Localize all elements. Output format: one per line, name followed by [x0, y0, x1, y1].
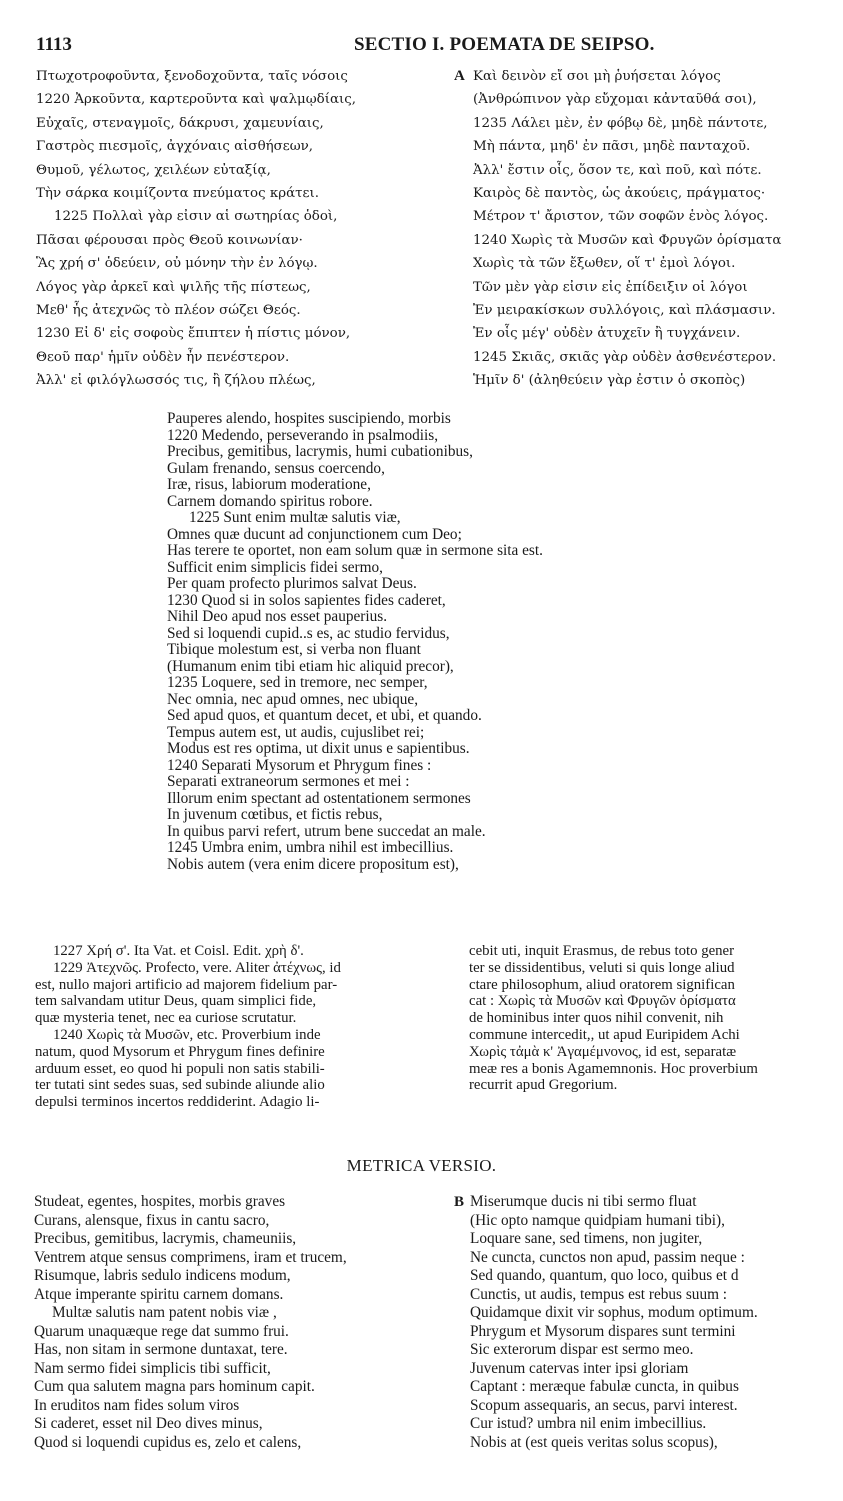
- greek-line: 1235 Λάλει μὲν, ἐν φόβῳ δὲ, μηδὲ πάντοτε,: [473, 115, 768, 131]
- greek-line: 1240 Χωρὶς τὰ Μυσῶν καὶ Φρυγῶν ὁρίσματα: [473, 232, 782, 248]
- verse-line: Captant : meræque fabulæ cuncta, in quibus: [470, 1378, 739, 1395]
- latin-line: 1220 Medendo, perseverando in psalmodiis,: [167, 426, 439, 444]
- latin-line: Nobis autem (vera enim dicere propositum est),: [167, 855, 459, 873]
- greek-line: Χωρὶς τὰ τῶν ἔξωθεν, οἵ τ' ἐμοὶ λόγοι.: [473, 256, 736, 272]
- footnote-line: commune intercedit,, ut apud Euripidem Achi: [469, 1026, 740, 1043]
- greek-line: 1230 Εἰ δ' εἰς σοφοὺς ἔπιπτεν ἡ πίστις μόνον,: [36, 326, 351, 342]
- footnotes-left-column: [35, 943, 451, 1111]
- verse-line: Quod si loquendi cupidus es, zelo et calens,: [34, 1433, 302, 1451]
- footnote-line: depulsi terminos incertos reddiderint. Adagio li-: [35, 1094, 320, 1111]
- latin-line: Tibique molestum est, si verba non fluant: [167, 641, 421, 658]
- latin-line: Carnem domando spiritus robore.: [167, 492, 373, 510]
- greek-line: 1220 Ἀρκοῦντα, καρτεροῦντα καὶ ψαλμῳδίαις,: [36, 92, 357, 108]
- latin-translation: [167, 411, 827, 873]
- latin-line: Omnes quæ ducunt ad conjunctionem cum Deo;: [167, 525, 462, 543]
- latin-line: Precibus, gemitibus, lacrymis, humi cubationibus,: [167, 443, 473, 460]
- greek-line: Ἐν μειρακίσκων συλλόγοις, καὶ πλάσμασιν.: [473, 303, 776, 319]
- greek-line: Ἡμῖν δ' (ἀληθεύειν γὰρ ἐστιν ὁ σκοπὸς): [473, 373, 746, 389]
- greek-line: Ἀλλ' ἔστιν οἷς, ὅσον τε, καὶ ποῦ, καὶ πότε.: [473, 162, 762, 178]
- latin-line: Iræ, risus, labiorum moderatione,: [167, 476, 371, 493]
- footnote-line: recurrit apud Gregorium.: [469, 1077, 618, 1094]
- greek-text-left-column: [36, 65, 446, 393]
- verse-line: Curans, alensque, fixus in cantu sacro,: [34, 1211, 270, 1229]
- verse-line: Atque imperante spiritu carnem domans.: [34, 1285, 284, 1303]
- verse-line: Cunctis, ut audis, tempus est rebus suum :: [470, 1285, 728, 1303]
- verse-line: Phrygum et Mysorum dispares sunt termini: [470, 1322, 736, 1340]
- latin-line: Has terere te oportet, non eam solum quæ in sermone sita est.: [167, 542, 543, 559]
- latin-line: 1225 Sunt enim multæ salutis viæ,: [189, 509, 401, 526]
- footnote-line: est, nullo majori artificio ad majorem fidelium par-: [35, 976, 338, 993]
- greek-line: (Ἀνθρώπινον γὰρ εὔχομαι κἀνταῦθά σοι),: [473, 92, 757, 108]
- footnote-line: meæ res a bonis Agamemnonis. Hoc proverbium: [469, 1060, 758, 1077]
- verse-line: Cur istud? umbra nil enim imbecillius.: [470, 1415, 707, 1432]
- greek-line: Θυμοῦ, γέλωτος, χειλέων εὐταξίᾳ,: [36, 162, 271, 178]
- greek-line: 1245 Σκιᾶς, σκιᾶς γὰρ οὐδὲν ἀσθενέστερον.: [473, 349, 777, 365]
- greek-line: Ἐν οἷς μέγ' οὐδὲν ἀτυχεῖν ἢ τυγχάνειν.: [473, 326, 741, 342]
- verse-line-text: Miserumque ducis ni tibi sermo fluat: [470, 1193, 697, 1210]
- footnote-line: arduum esset, eo quod hi populi non satis stabili-: [35, 1060, 325, 1077]
- verse-line: Si caderet, esset nil Deo dives minus,: [34, 1415, 263, 1432]
- footnote-line: cat : Χωρὶς τὰ Μυσῶν καὶ Φρυγῶν ὁρίσματα: [469, 993, 736, 1010]
- greek-line: Γαστρὸς πιεσμοῖς, ἀγχόναις αἰσθήσεων,: [36, 139, 314, 155]
- margin-letter-a: A: [454, 68, 465, 84]
- latin-line: Sed si loquendi cupid..s es, ac studio fervidus,: [167, 624, 450, 642]
- verse-line: (Hic opto namque quidpiam humani tibi),: [470, 1211, 725, 1229]
- latin-line: In juvenum cœtibus, et fictis rebus,: [167, 806, 383, 823]
- running-title: SECTIO I. POEMATA DE SEIPSO.: [354, 34, 655, 55]
- footnote-line: ter tutati sint sedes suas, sed subinde aliunde alio: [35, 1077, 325, 1094]
- footnote-line: Χωρὶς τἀμὰ κ' Ἀγαμέμνονος, id est, separatæ: [469, 1043, 737, 1060]
- verse-line: Loquare sane, sed timens, non jugiter,: [470, 1230, 703, 1247]
- latin-line: Sed apud quos, et quantum decet, et ubi, et quando.: [167, 707, 482, 724]
- greek-line: 1225 Πολλαὶ γὰρ εἰσιν αἱ σωτηρίας ὁδοὶ,: [54, 209, 338, 225]
- latin-line: Pauperes alendo, hospites suscipiendo, morbis: [167, 410, 451, 427]
- latin-line: In quibus parvi refert, utrum bene succedat an male.: [167, 822, 486, 840]
- footnote-line: ter se dissidentibus, veluti si quis longe aliud: [469, 959, 735, 976]
- greek-text-right-column: [454, 65, 843, 393]
- greek-line: Μὴ πάντα, μηδ' ἐν πᾶσι, μηδὲ πανταχοῦ.: [473, 139, 751, 155]
- verse-line: [454, 1193, 843, 1212]
- latin-line: Sufficit enim simplicis fidei sermo,: [167, 558, 383, 576]
- footnote-line: 1227 Χρή σ'. Ita Vat. et Coisl. Edit. χρὴ δ'.: [53, 943, 304, 959]
- latin-line: (Humanum enim tibi etiam hic aliquid precor),: [167, 657, 454, 675]
- latin-line: Per quam profecto plurimos salvat Deus.: [167, 575, 417, 592]
- verse-line: Ne cuncta, cunctos non apud, passim neque :: [470, 1248, 745, 1266]
- verse-line: Cum qua salutem magna pars hominum capit.: [34, 1378, 315, 1395]
- greek-line: Ἃς χρή σ' ὁδεύειν, οὐ μόνην τὴν ἐν λόγῳ.: [36, 256, 318, 272]
- verse-line: Sed quando, quantum, quo loco, quibus et d: [470, 1267, 739, 1284]
- greek-line: Λόγος γὰρ ἀρκεῖ καὶ ψιλῆς τῆς πίστεως,: [36, 279, 311, 295]
- footnote-line: de hominibus inter quos nihil convenit, nih: [469, 1010, 724, 1027]
- greek-line: Εὐχαῖς, στεναγμοῖς, δάκρυσι, χαμευνίαις,: [36, 115, 324, 131]
- verse-line: In eruditos nam fides solum viros: [34, 1396, 240, 1414]
- greek-line: Πτωχοτροφοῦντα, ξενοδοχοῦντα, ταῖς νόσοις: [36, 69, 348, 84]
- verse-line: Quidamque dixit vir sophus, modum optimum.: [470, 1304, 758, 1321]
- metrica-left-column: [34, 1193, 452, 1452]
- verse-line: Scopum assequaris, an secus, parvi interest.: [470, 1396, 738, 1414]
- greek-line: Ἀλλ' εἰ φιλόγλωσσός τις, ἢ ζήλου πλέως,: [36, 373, 316, 389]
- greek-line: Μέτρον τ' ἄριστον, τῶν σοφῶν ἑνὸς λόγος.: [473, 209, 769, 225]
- verse-line: Studeat, egentes, hospites, morbis graves: [34, 1193, 286, 1210]
- latin-line: Nihil Deo apud nos esset pauperius.: [167, 608, 388, 625]
- metrica-versio-heading: METRICA VERSIO.: [346, 1156, 497, 1175]
- latin-line: 1235 Loquere, sed in tremore, nec semper,: [167, 674, 428, 691]
- verse-line: Has, non sitam in sermone duntaxat, tere.: [34, 1341, 288, 1358]
- greek-line-text: Καὶ δεινὸν εἴ σοι μὴ ῥυήσεται λόγος: [473, 69, 721, 84]
- greek-line: Μεθ' ἧς ἀτεχνῶς τὸ πλέον σώζει Θεός.: [36, 303, 301, 319]
- greek-line: Πᾶσαι φέρουσαι πρὸς Θεοῦ κοινωνίαν·: [36, 232, 303, 248]
- latin-line: 1230 Quod si in solos sapientes fides caderet,: [167, 591, 446, 609]
- page-header: [36, 34, 836, 58]
- latin-line: Illorum enim spectant ad ostentationem sermones: [167, 789, 471, 807]
- verse-line: Nam sermo fidei simplicis tibi sufficit,: [34, 1359, 271, 1377]
- latin-line: 1245 Umbra enim, umbra nihil est imbecillius.: [167, 839, 454, 856]
- latin-line: 1240 Separati Mysorum et Phrygum fines :: [167, 756, 432, 774]
- verse-line: Risumque, labris sedulo indicens modum,: [34, 1267, 291, 1284]
- footnote-line: 1240 Χωρὶς τὰ Μυσῶν, etc. Proverbium inde: [53, 1026, 321, 1043]
- footnote-line: ctare philosophum, aliud oratorem significan: [469, 976, 735, 993]
- footnote-line: quæ mysteria tenet, nec ea curiose scrutatur.: [35, 1010, 297, 1027]
- verse-line: Precibus, gemitibus, lacrymis, chameuniis,: [34, 1230, 297, 1247]
- greek-line: Θεοῦ παρ' ἡμῖν οὐδὲν ἦν πενέστερον.: [36, 349, 290, 365]
- verse-line: Ventrem atque sensus comprimens, iram et trucem,: [34, 1248, 347, 1266]
- footnote-line: natum, quod Mysorum et Phrygum fines definire: [35, 1043, 325, 1060]
- verse-line: Juvenum catervas inter ipsi gloriam: [470, 1359, 689, 1377]
- verse-line: Sic exterorum dispar est sermo meo.: [470, 1341, 694, 1358]
- verse-line: Quarum unaquæque rege dat summo frui.: [34, 1322, 289, 1340]
- verse-line: Nobis at (est queis veritas solus scopus),: [470, 1433, 718, 1451]
- latin-line: Separati extraneorum sermones et mei :: [167, 773, 410, 790]
- margin-letter-b: B: [454, 1194, 465, 1210]
- footnote-line: cebit uti, inquit Erasmus, de rebus toto gener: [469, 943, 735, 959]
- footnote-line: 1229 Ἀτεχνῶς. Profecto, vere. Aliter ἀτέχνως, id: [53, 959, 341, 976]
- footnote-line: tem salvandam utitur Deus, quam simplici fide,: [35, 993, 317, 1010]
- latin-line: Nec omnia, nec apud omnes, nec ubique,: [167, 690, 419, 708]
- latin-line: Tempus autem est, ut audis, cujuslibet rei;: [167, 723, 425, 741]
- metrica-right-column: [454, 1193, 843, 1452]
- greek-line: [454, 65, 843, 88]
- page-number: 1113: [36, 34, 72, 55]
- latin-line: Modus est res optima, ut dixit unus e sapientibus.: [167, 740, 470, 757]
- footnotes-right-column: [469, 943, 843, 1094]
- greek-line: Τῶν μὲν γὰρ εἰσιν εἰς ἐπίδειξιν οἱ λόγοι: [473, 279, 748, 295]
- verse-line: Multæ salutis nam patent nobis viæ ,: [52, 1304, 277, 1321]
- greek-line: Καιρὸς δὲ παντὸς, ὡς ἀκούεις, πράγματος·: [473, 186, 766, 202]
- greek-line: Τὴν σάρκα κοιμίζοντα πνεύματος κράτει.: [36, 186, 320, 202]
- latin-line: Gulam frenando, sensus coercendo,: [167, 459, 385, 477]
